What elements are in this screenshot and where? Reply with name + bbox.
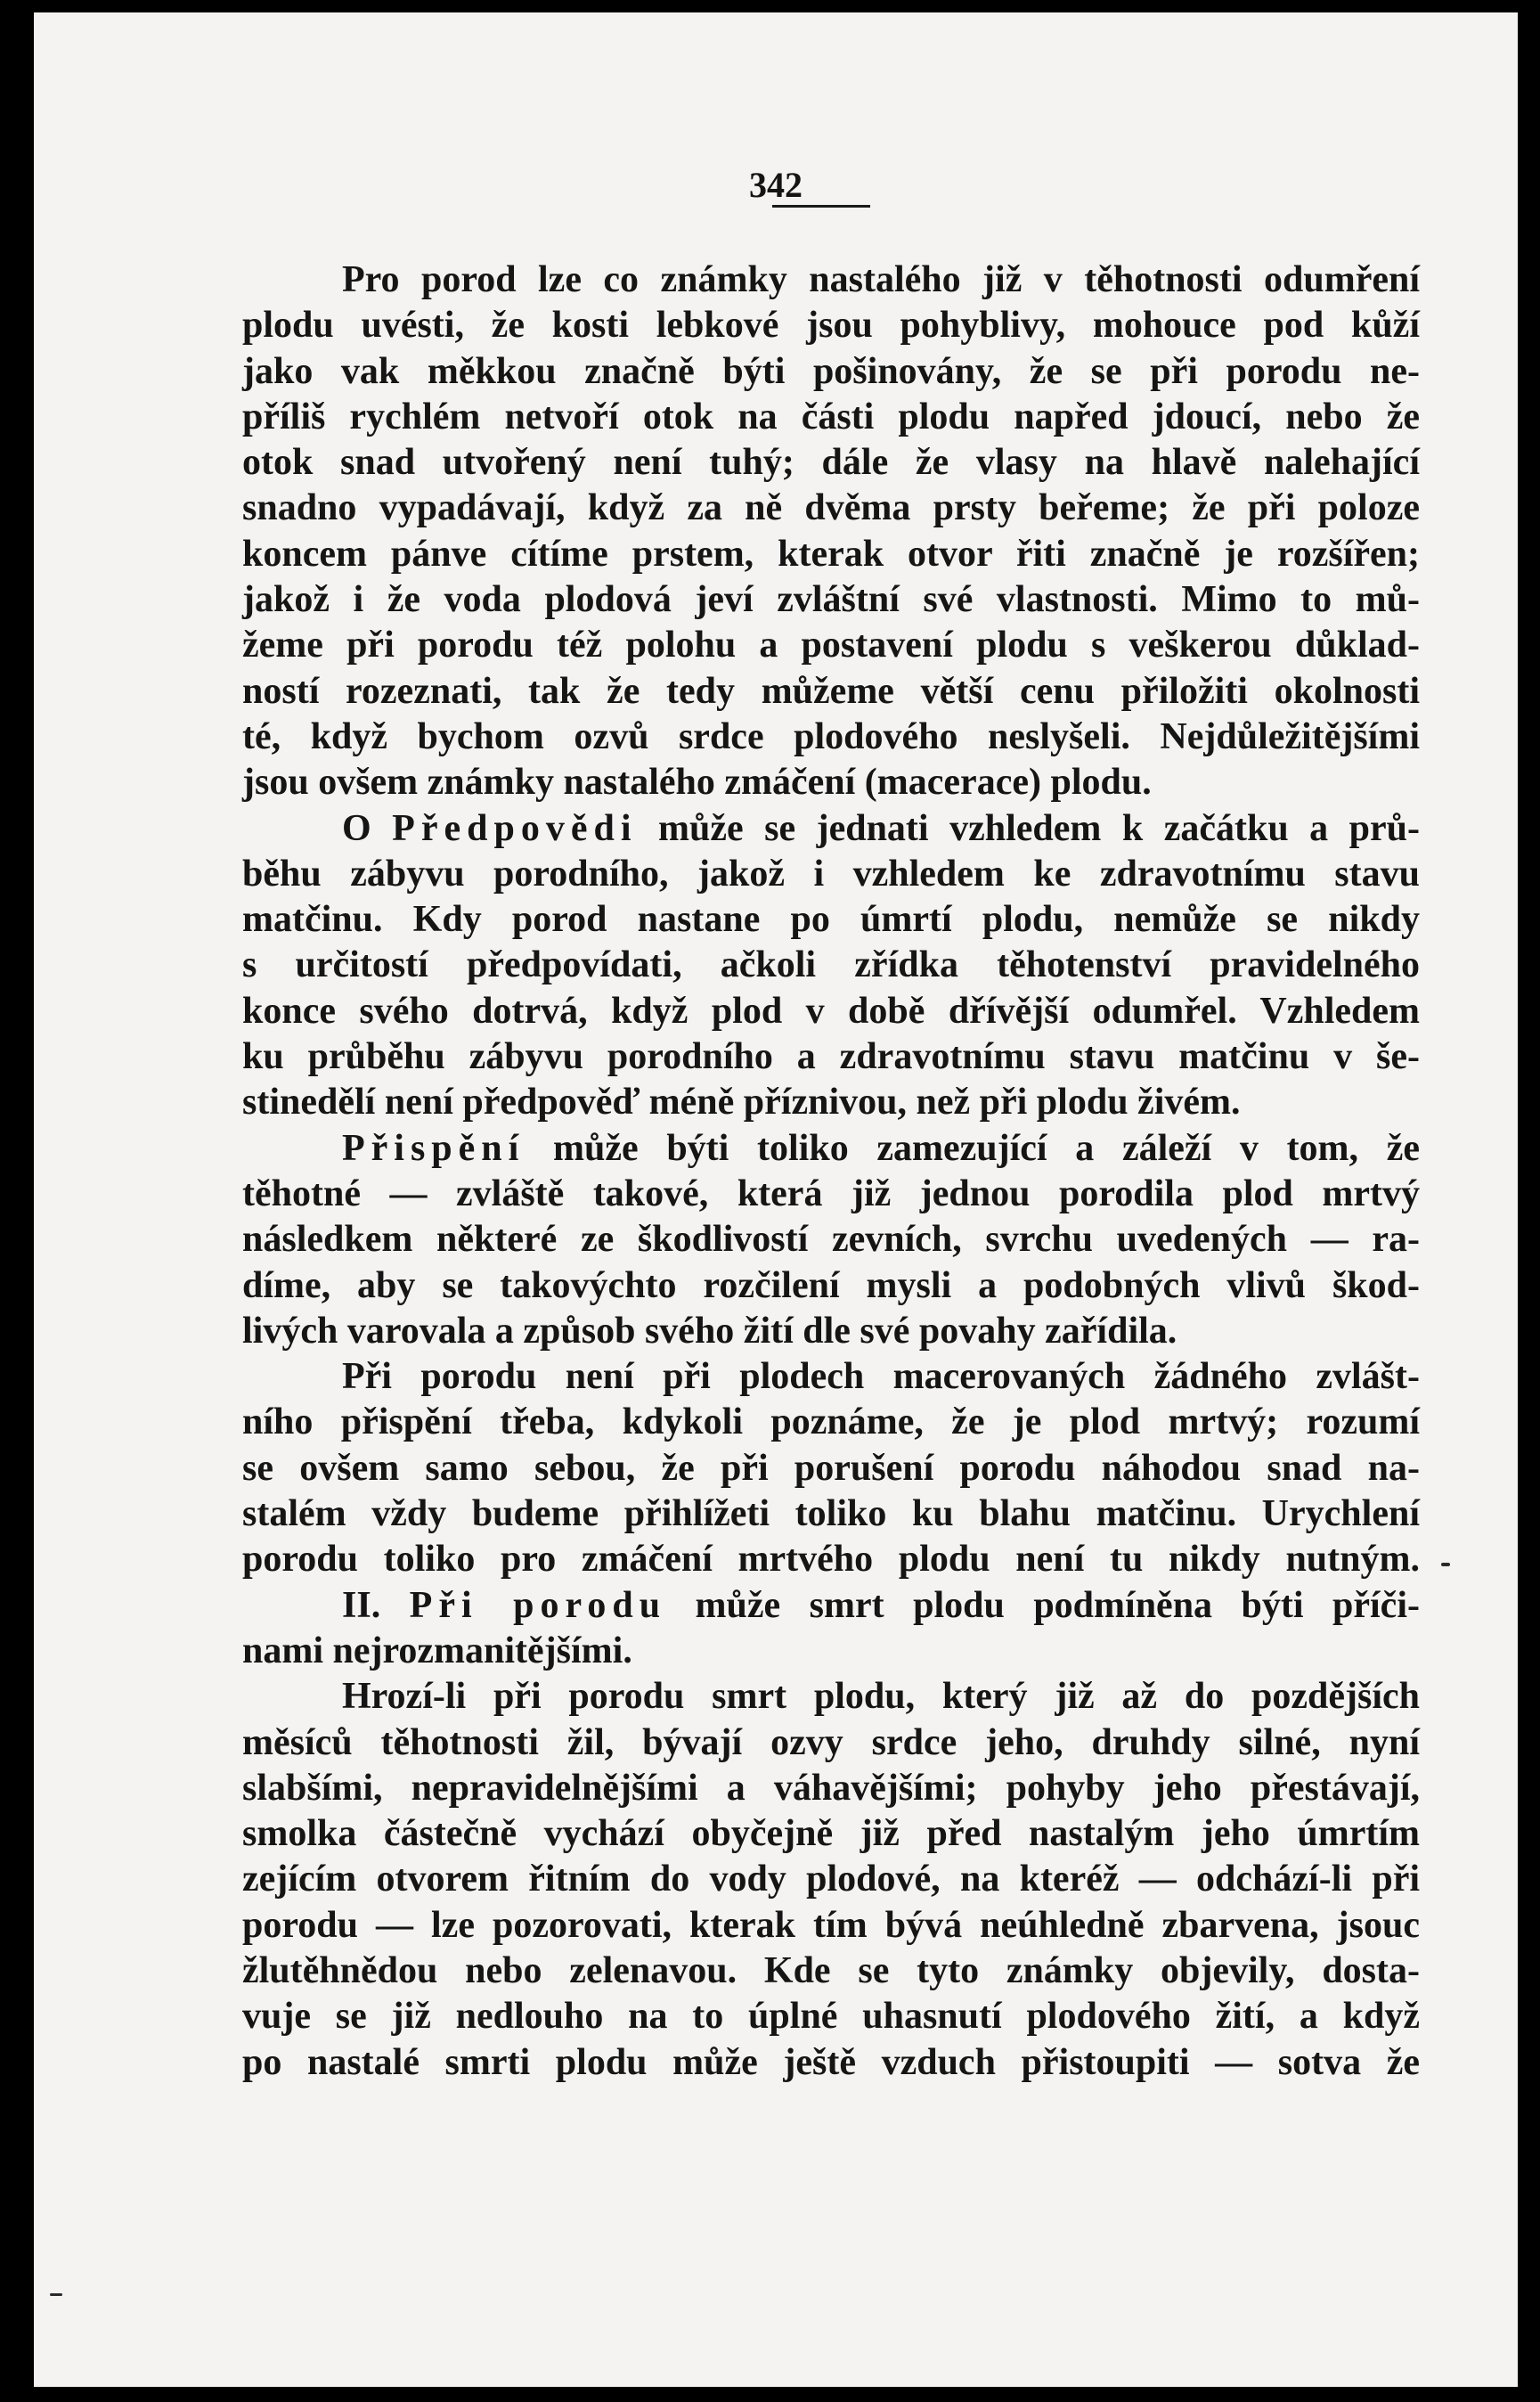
text-line: plodu uvésti, že kosti lebkové jsou pohyblivy, mohouce pod kůží — [242, 305, 1420, 347]
text-line: Při porodu není při plodech macerovaných žádného zvlášt- — [342, 1356, 1420, 1398]
text-line: se ovšem samo sebou, že při porušení porodu náhodou snad na- — [242, 1447, 1420, 1489]
text-line: s určitostí předpovídati, ačkoli zřídka těhotenství pravidelného — [242, 944, 1420, 986]
line-prefix: O — [342, 807, 393, 849]
text-line: jakož i že voda plodová jeví zvláštní své vlastnosti. Mimo to mů- — [242, 579, 1420, 621]
text-line: stalém vždy budeme přihlížeti toliko ku blahu matčinu. Urychlení — [242, 1493, 1420, 1535]
paragraph — [242, 1126, 1420, 1354]
page-number: 342 — [749, 165, 803, 205]
paragraph — [242, 1674, 1420, 2086]
paragraph — [242, 257, 1420, 806]
text-line: žeme při porodu též polohu a postavení plodu s veškerou důklad- — [242, 625, 1420, 666]
text-line: jako vak měkkou značně býti pošinovány, že se při porodu ne- — [242, 350, 1420, 392]
text-line: zejícím otvorem řitním do vody plodové, na kteréž — odchází-li při — [242, 1859, 1420, 1900]
paragraph — [242, 806, 1420, 1126]
scan-speck — [50, 2293, 62, 2296]
text-line: smolka částečně vychází obyčejně již před nastalým jeho úmrtím — [242, 1813, 1420, 1855]
text-line: porodu toliko pro zmáčení mrtvého plodu není tu nikdy nutným. — [242, 1539, 1420, 1581]
line-rest: může býti toliko zamezující a záleží v tom, že — [525, 1127, 1420, 1169]
text-line: žlutěhnědou nebo zelenavou. Kde se tyto známky objevily, dosta- — [242, 1949, 1420, 1991]
text-line: matčinu. Kdy porod nastane po úmrtí plodu, nemůže se nikdy — [242, 899, 1420, 941]
text-line: po nastalé smrti plodu může ještě vzduch přistoupiti — sotva že — [242, 2041, 1420, 2083]
line-rest: může se jednati vzhledem k začátku a prů- — [637, 807, 1421, 849]
book-page — [34, 12, 1518, 2387]
section-numeral: II. — [342, 1584, 410, 1626]
page-number-rule — [772, 205, 870, 208]
text-line: snadno vypadávají, když za ně dvěma prsty beřeme; že při poloze — [242, 487, 1420, 529]
text-line: díme, aby se takovýchto rozčilení mysli a podobných vlivů škod- — [242, 1264, 1420, 1306]
text-line — [242, 1583, 1420, 1629]
text-line: slabšími, nepravidelnějšími a váhavějšími; pohyby jeho přestávají, — [242, 1767, 1420, 1809]
text-line: livých varovala a způsob svého žití dle své povahy zařídila. — [242, 1310, 1177, 1352]
text-line: ku průběhu zábyvu porodního a zdravotnímu stavu matčinu v še- — [242, 1036, 1420, 1078]
spaced-heading: Předpovědi — [392, 807, 638, 849]
text-line: vuje se již nedlouho na to úplné uhasnutí plodového žití, a když — [242, 1996, 1420, 2038]
scan-speck — [1441, 1563, 1450, 1566]
text-line — [242, 1126, 1420, 1172]
text-line: nami nejrozmanitějšími. — [242, 1630, 632, 1671]
text-line: příliš rychlém netvoří otok na části plodu napřed jdoucí, nebo že — [242, 396, 1420, 437]
spaced-heading: Při porodu — [409, 1584, 667, 1626]
text-line: běhu zábyvu porodního, jakož i vzhledem ke zdravotnímu stavu — [242, 853, 1420, 895]
text-line: těhotné — zvláště takové, která již jednou porodila plod mrtvý — [242, 1172, 1420, 1214]
text-line: té, když bychom ozvů srdce plodového neslyšeli. Nejdůležitějšími — [242, 715, 1420, 757]
paragraph — [242, 1354, 1420, 1582]
body-text — [242, 257, 1420, 2086]
text-line: koncem pánve cítíme prstem, kterak otvor řiti značně je rozšířen; — [242, 533, 1420, 575]
line-rest: může smrt plodu podmíněna býti příči- — [666, 1584, 1420, 1626]
spaced-heading: Přispění — [342, 1127, 526, 1169]
text-line: ností rozeznati, tak že tedy můžeme větší cenu přiložiti okolnosti — [242, 670, 1420, 712]
text-line: měsíců těhotnosti žil, bývají ozvy srdce jeho, druhdy silné, nyní — [242, 1721, 1420, 1763]
text-line: konce svého dotrvá, když plod v době dřívější odumřel. Vzhledem — [242, 990, 1420, 1032]
text-line: Pro porod lze co známky nastalého již v těhotnosti odumření — [342, 259, 1420, 300]
text-line: stinedělí není předpověď méně příznivou, než při plodu živém. — [242, 1082, 1241, 1123]
paragraph — [242, 1583, 1420, 1675]
text-line: následkem některé ze škodlivostí zevních, svrchu uvedených — ra- — [242, 1219, 1420, 1261]
text-line: otok snad utvořený není tuhý; dále že vlasy na hlavě nalehající — [242, 442, 1420, 484]
text-line: jsou ovšem známky nastalého zmáčení (macerace) plodu. — [242, 762, 1152, 804]
text-line: Hrozí-li při porodu smrt plodu, který již až do pozdějších — [342, 1676, 1420, 1718]
text-line: ního přispění třeba, kdykoli poznáme, že je plod mrtvý; rozumí — [242, 1401, 1420, 1443]
text-line — [242, 806, 1420, 852]
text-line: porodu — lze pozorovati, kterak tím bývá neúhledně zbarvena, jsouc — [242, 1904, 1420, 1946]
